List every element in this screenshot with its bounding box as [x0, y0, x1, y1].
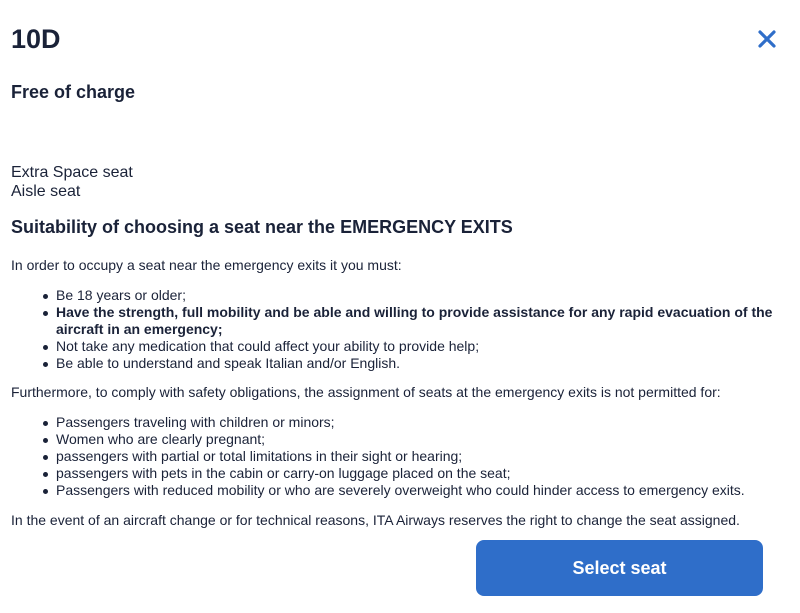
- restriction-item: Passengers traveling with children or minors;: [56, 414, 789, 431]
- restrictions-list: [11, 414, 789, 499]
- close-icon: [754, 26, 780, 52]
- emergency-exits-heading: Suitability of choosing a seat near the EMERGENCY EXITS: [11, 217, 513, 237]
- restrictions-intro: Furthermore, to comply with safety obligations, the assignment of seats at the emergency exits is not permitted for:: [11, 384, 721, 400]
- seat-features-list: [11, 163, 133, 201]
- select-seat-button[interactable]: Select seat: [476, 540, 763, 596]
- seat-code-title: 10D: [11, 24, 61, 54]
- requirement-item: Be able to understand and speak Italian and/or English.: [56, 355, 789, 372]
- seat-feature: Aisle seat: [11, 183, 81, 200]
- restriction-item: passengers with pets in the cabin or carry-on luggage placed on the seat;: [56, 465, 789, 482]
- seat-change-notice: In the event of an aircraft change or for technical reasons, ITA Airways reserves the right to change the seat assigned.: [11, 512, 740, 528]
- requirement-item: Not take any medication that could affect your ability to provide help;: [56, 338, 789, 355]
- requirements-intro: In order to occupy a seat near the emergency exits it you must:: [11, 257, 402, 273]
- restriction-item: Passengers with reduced mobility or who are severely overweight who could hinder access to emergency exits.: [56, 482, 789, 499]
- requirement-item: Be 18 years or older;: [56, 287, 789, 304]
- seat-price: Free of charge: [11, 82, 136, 102]
- close-button[interactable]: [754, 26, 780, 52]
- requirements-list: [11, 287, 789, 372]
- restriction-item: passengers with partial or total limitations in their sight or hearing;: [56, 448, 789, 465]
- requirement-item: Have the strength, full mobility and be able and willing to provide assistance for any rapid evacuation of the aircraft in an emergency;: [56, 304, 789, 338]
- seat-feature: Extra Space seat: [11, 164, 133, 181]
- restriction-item: Women who are clearly pregnant;: [56, 431, 789, 448]
